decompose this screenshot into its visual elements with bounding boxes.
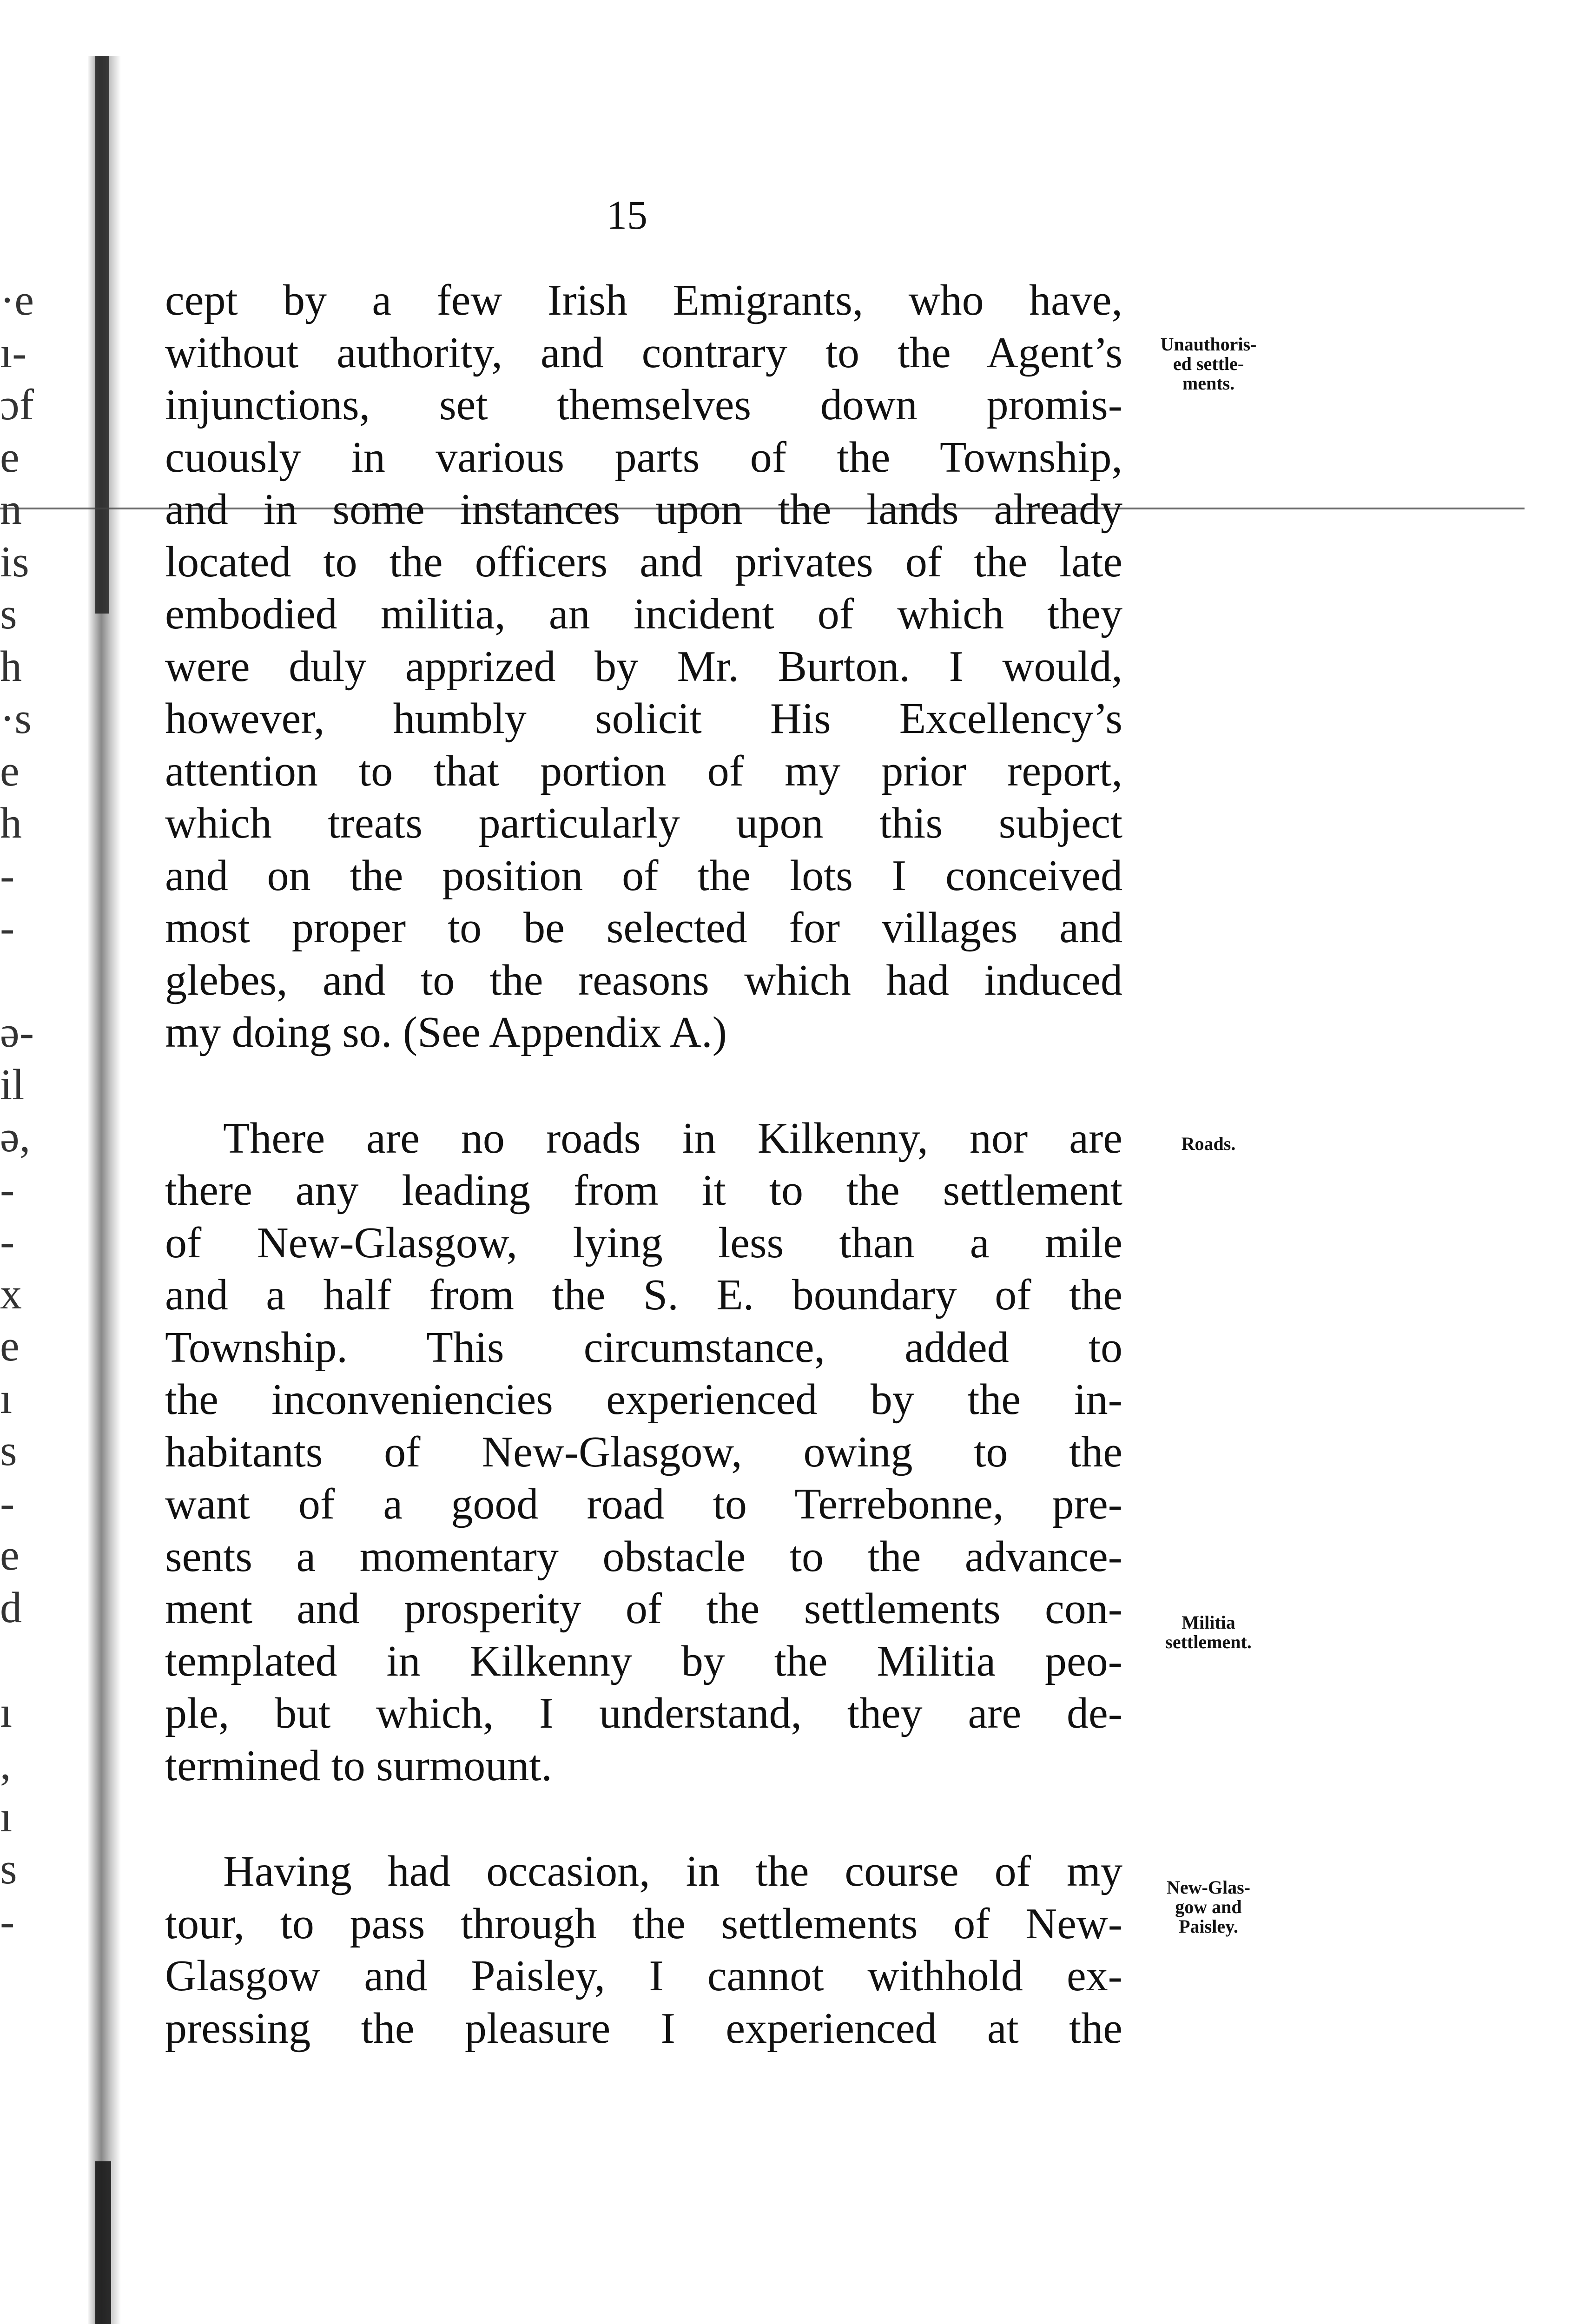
text-line: and in some instances upon the lands already (165, 485, 1122, 534)
text-line: injunctions, set themselves down promis- (165, 381, 1122, 429)
bleed-fragment: ə- (0, 1008, 34, 1056)
text-line: cuously in various parts of the Township, (165, 433, 1122, 482)
bleed-fragment: - (0, 1165, 15, 1214)
text-line: habitants of New-Glasgow, owing to the (165, 1427, 1122, 1476)
bleed-fragment: e (0, 433, 20, 482)
bleed-fragment: ı- (0, 328, 27, 377)
bleed-fragment: x (0, 1269, 22, 1318)
bleed-fragment: - (0, 851, 15, 900)
facing-page-bleed (0, 274, 70, 1948)
text-line: located to the officers and privates of the late (165, 537, 1122, 586)
text-line: pressing the pleasure I experienced at the (165, 2004, 1122, 2053)
text-line: which treats particularly upon this subject (165, 799, 1122, 847)
bleed-fragment: n (0, 485, 22, 534)
bleed-fragment: e (0, 1531, 20, 1579)
bleed-fragment: ɔf (0, 381, 34, 429)
text-line: my doing so. (See Appendix A.) (165, 1008, 727, 1056)
text-line: without authority, and contrary to the Agent’s (165, 328, 1122, 377)
bleed-fragment: s (0, 1426, 17, 1475)
text-line: and a half from the S. E. boundary of the (165, 1271, 1122, 1319)
binding-shadow-top (95, 56, 109, 614)
text-line: sents a momentary obstacle to the advance- (165, 1532, 1122, 1581)
bleed-fragment: ı (0, 1688, 13, 1736)
bleed-fragment: s (0, 1845, 17, 1893)
text-line: were duly apprized by Mr. Burton. I would, (165, 642, 1122, 691)
paragraph-new-glasgow-paisley (165, 1845, 1122, 2054)
text-line: termined to surmount. (165, 1741, 552, 1790)
text-line: of New-Glasgow, lying less than a mile (165, 1218, 1122, 1267)
bleed-fragment: il (0, 1060, 25, 1109)
paragraph-roads (165, 1112, 1122, 1792)
text-line: however, humbly solicit His Excellency’s (165, 694, 1122, 743)
text-line: cept by a few Irish Emigrants, who have, (165, 276, 1122, 324)
text-line: and on the position of the lots I conceived (165, 851, 1122, 900)
binding-shadow-bottom (95, 2161, 111, 2324)
bleed-fragment: h (0, 642, 22, 691)
bleed-fragment: ı (0, 1374, 13, 1423)
bleed-fragment: ə, (0, 1113, 31, 1161)
bleed-fragment: is (0, 537, 29, 586)
margin-note-roads: Roads. (1181, 1133, 1236, 1154)
bleed-fragment: ı (0, 1792, 13, 1841)
bleed-fragment: - (0, 904, 15, 952)
text-line: embodied militia, an incident of which they (165, 590, 1122, 638)
bleed-fragment: e (0, 746, 20, 795)
page-number: 15 (607, 193, 647, 238)
text-line: ple, but which, I understand, they are de- (165, 1689, 1122, 1737)
text-line: There are no roads in Kilkenny, nor are (223, 1114, 1122, 1162)
text-line: templated in Kilkenny by the Militia peo- (165, 1637, 1122, 1685)
text-line: attention to that portion of my prior report, (165, 746, 1122, 795)
bleed-fragment: ·e (0, 276, 34, 324)
bleed-fragment: s (0, 590, 17, 638)
text-line: there any leading from it to the settlement (165, 1166, 1122, 1215)
bleed-fragment: d (0, 1583, 22, 1632)
margin-note-new-glasgow-paisley: New-Glas- gow and Paisley. (1167, 1877, 1250, 1937)
bleed-fragment: - (0, 1217, 15, 1266)
bleed-fragment: ·s (0, 694, 32, 743)
body-text (165, 274, 1122, 2054)
paragraph-unauthorised-settlements (165, 274, 1122, 1059)
text-line: glebes, and to the reasons which had induced (165, 956, 1122, 1004)
text-line: Having had occasion, in the course of my (223, 1847, 1122, 1895)
bleed-fragment: - (0, 1479, 15, 1527)
text-line: the inconveniencies experienced by the in- (165, 1375, 1122, 1424)
text-line: most proper to be selected for villages and (165, 904, 1122, 952)
bleed-fragment: - (0, 1897, 15, 1946)
text-line: Glasgow and Paisley, I cannot withhold ex- (165, 1952, 1122, 2000)
bleed-fragment: , (0, 1740, 11, 1789)
margin-note-unauthorised-settlements: Unauthoris- ed settle- ments. (1160, 334, 1257, 394)
margin-note-militia-settlement: Militia settlement. (1165, 1612, 1252, 1652)
bleed-fragment: h (0, 799, 22, 847)
text-line: Township. This circumstance, added to (165, 1323, 1122, 1372)
bleed-fragment: e (0, 1322, 20, 1370)
text-line: tour, to pass through the settlements of New- (165, 1899, 1122, 1948)
text-line: want of a good road to Terrebonne, pre- (165, 1480, 1122, 1528)
text-line: ment and prosperity of the settlements con- (165, 1585, 1122, 1633)
